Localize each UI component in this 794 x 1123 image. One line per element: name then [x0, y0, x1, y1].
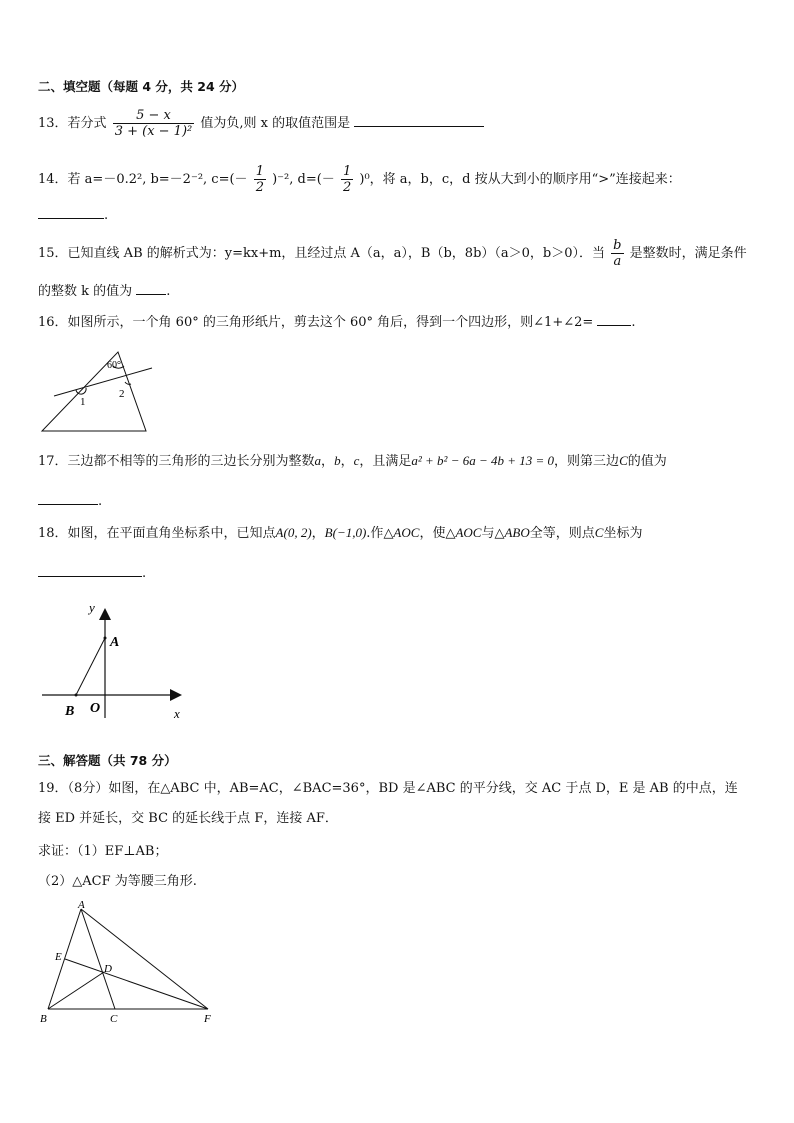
q17-answer-blank[interactable] — [38, 490, 98, 505]
q14-fraction-2 — [341, 164, 353, 195]
question-18-answer-line — [38, 562, 146, 583]
q19-label-b: B — [40, 1013, 47, 1025]
q17-text-d: 的值为 — [627, 454, 667, 469]
q14-text-a: 14．若 a=－0.2², b=－2⁻², c=(－ — [38, 172, 248, 187]
q15-end: . — [166, 284, 171, 299]
q18-figure — [36, 600, 196, 720]
q18-sep: ， — [311, 526, 325, 541]
question-17 — [38, 452, 667, 471]
q18-tri-2: △AOC — [445, 525, 482, 540]
q13-numerator: 5 − x — [113, 108, 195, 124]
q18-var-C: C — [594, 525, 604, 540]
q18-point-a: A(0, 2) — [275, 525, 312, 540]
q18-text-c: ，使 — [419, 526, 446, 541]
q13-fraction — [113, 108, 195, 139]
q15-answer-blank[interactable] — [136, 280, 166, 295]
q18-tri-1: △AOC — [383, 525, 420, 540]
question-14 — [38, 164, 681, 195]
q17-text-b: ，且满足 — [359, 454, 412, 469]
q15-fraction — [611, 238, 623, 269]
q13-prefix: 13．若分式 — [38, 116, 107, 131]
q17-text-c: ，则第三边 — [554, 454, 620, 469]
q14-fraction-1 — [254, 164, 266, 195]
q16-answer-blank[interactable] — [597, 311, 631, 326]
q15-f-num: b — [613, 238, 622, 253]
question-19-line-4: （2）△ACF 为等腰三角形. — [38, 874, 197, 889]
q19-label-a: A — [78, 899, 85, 911]
q19-segment-ab — [48, 909, 81, 1009]
q18-text-a: 18．如图，在平面直角坐标系中，已知点 — [38, 526, 276, 541]
q17-var-C: C — [619, 453, 628, 468]
q16-label-2: 2 — [119, 388, 125, 400]
q17-var-b: b — [334, 453, 341, 468]
question-14-answer-line — [38, 204, 108, 225]
q19-segment-ac — [81, 909, 115, 1009]
question-15 — [38, 238, 747, 269]
q17-sep-2: ， — [340, 454, 354, 469]
q17-text-a: 17．三边都不相等的三角形的三边长分别为整数 — [38, 454, 315, 469]
question-17-answer-line — [38, 490, 102, 511]
q18-label-x: x — [174, 706, 180, 720]
q19-label-f: F — [204, 1013, 211, 1025]
q16-cut-line — [54, 368, 152, 396]
question-15-line-2 — [38, 280, 170, 301]
section-3-heading: 三、解答题（共 78 分） — [38, 753, 177, 768]
q16-angle-2-arc — [125, 382, 131, 384]
q18-y-arrow — [99, 608, 111, 620]
q18-text-f: 坐标为 — [603, 526, 643, 541]
q17-sep-1: ， — [321, 454, 335, 469]
question-19-line-2: 接 ED 并延长，交 BC 的延长线于点 F，连接 AF． — [38, 811, 338, 826]
q18-text-e: 全等，则点 — [529, 526, 595, 541]
q14-f1-num: 1 — [255, 164, 264, 179]
q13-denominator: 3 + (x − 1)² — [114, 124, 193, 139]
q16-label-1: 1 — [80, 396, 86, 408]
q19-segment-bd — [48, 972, 104, 1009]
q17-var-a: a — [314, 453, 322, 468]
question-16 — [38, 311, 636, 332]
question-19-line-1: 19．（8分）如图，在△ABC 中，AB=AC，∠BAC=36°，BD 是∠ABC 的平分线，交 AC 于点 D，E 是 AB 的中点，连 — [38, 781, 738, 796]
q18-label-a: A — [110, 635, 120, 650]
q18-x-arrow — [170, 689, 182, 701]
q18-answer-blank[interactable] — [38, 562, 142, 577]
q18-text-d: 与 — [481, 526, 495, 541]
question-13 — [38, 108, 484, 139]
q13-suffix: 值为负,则 x 的取值范围是 — [200, 116, 351, 131]
q14-f1-den: 2 — [255, 180, 264, 195]
q17-end: . — [98, 494, 103, 509]
q17-var-c: c — [353, 453, 360, 468]
q18-label-y: y — [89, 600, 95, 615]
q13-answer-blank[interactable] — [354, 112, 484, 127]
q19-label-e: E — [55, 951, 62, 963]
question-19-line-3: 求证：（1）EF⊥AB； — [38, 844, 168, 859]
q18-segment-ab — [76, 638, 105, 695]
q18-text-b: .作 — [366, 526, 384, 541]
q16-figure — [36, 342, 156, 438]
q18-label-b: B — [65, 704, 75, 719]
q14-f2-den: 2 — [342, 180, 352, 195]
q16-triangle — [42, 352, 146, 431]
q18-label-o: O — [90, 701, 101, 716]
q14-text-c: )⁰，将 a，b，c，d 按从大到小的顺序用“>”连接起来： — [359, 172, 681, 187]
q19-label-c: C — [110, 1013, 118, 1025]
q15-text-c: 的整数 k 的值为 — [38, 284, 133, 299]
q17-equation: a² + b² − 6a − 4b + 13 = 0 — [411, 453, 555, 468]
q15-f-den: a — [613, 254, 622, 269]
q18-end: . — [142, 566, 147, 581]
q15-text-b: 是整数时，满足条件 — [629, 246, 747, 261]
q14-answer-blank[interactable] — [38, 204, 104, 219]
section-2-heading: 二、填空题（每题 4 分，共 24 分） — [38, 79, 245, 94]
q16-text: 16．如图所示，一个角 60° 的三角形纸片，剪去这个 60° 角后，得到一个四边形，则∠1+∠2= — [38, 315, 594, 330]
q14-end: . — [104, 208, 109, 223]
q15-text-a: 15．已知直线 AB 的解析式为：y=kx+m，且经过点 A（a，a），B（b，8b）（a＞0，b＞0）．当 — [38, 246, 606, 261]
q14-text-b: )⁻², d=(－ — [272, 172, 335, 187]
q19-segment-af — [81, 909, 208, 1009]
q19-figure — [36, 898, 222, 1028]
question-18 — [38, 524, 642, 543]
q18-point-b-dot — [75, 694, 78, 697]
q18-point-b: B(−1,0) — [324, 525, 367, 540]
q18-tri-3: △ABO — [494, 525, 530, 540]
q18-point-a-dot — [104, 637, 107, 640]
q19-label-d: D — [104, 963, 112, 975]
q14-f2-num: 1 — [342, 164, 352, 179]
q16-label-60: 60° — [107, 360, 121, 371]
q16-end: . — [631, 315, 636, 330]
